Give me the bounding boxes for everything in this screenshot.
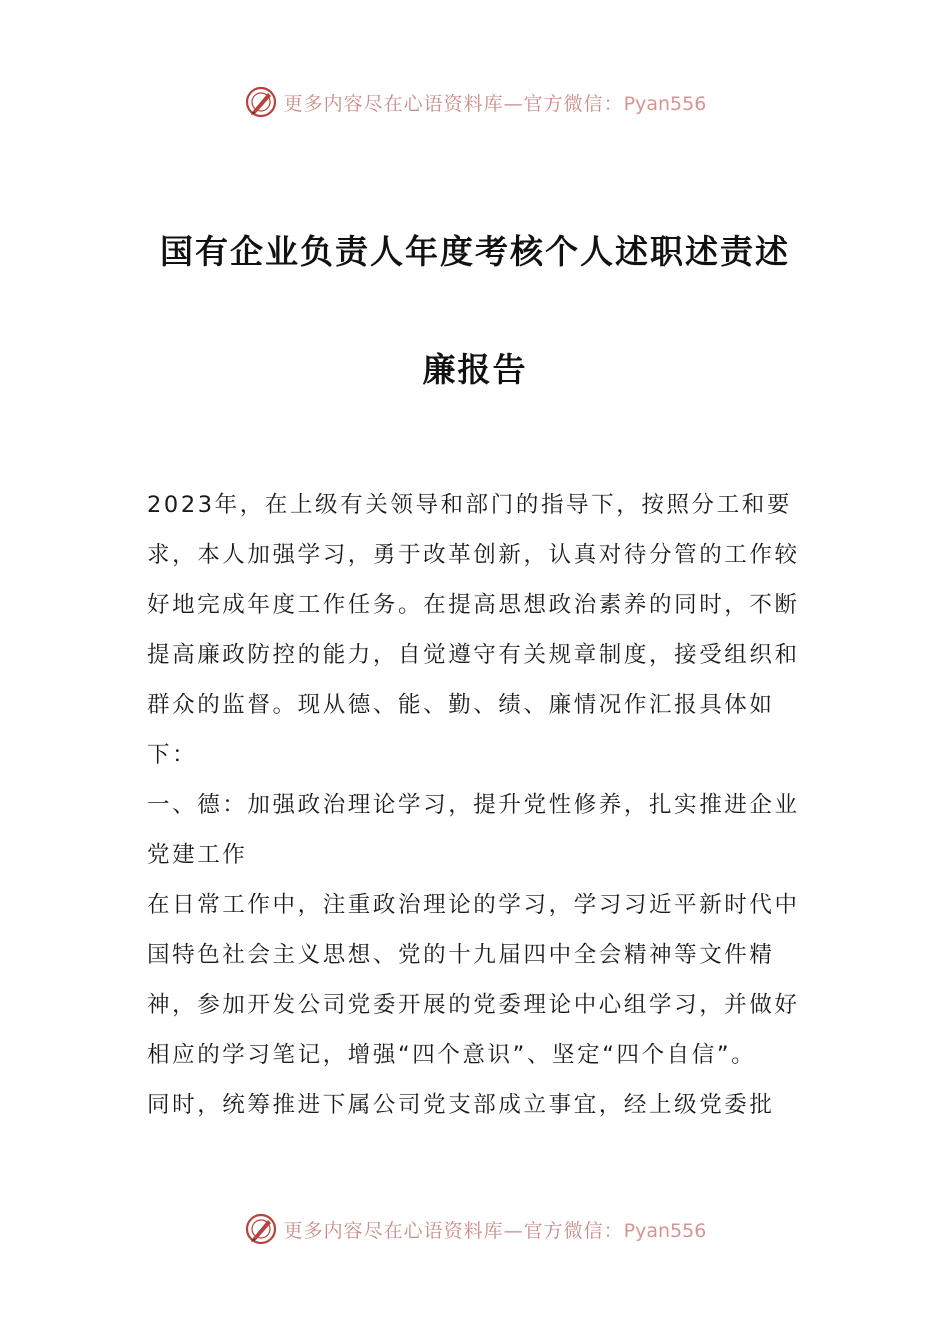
document-title-line2: 廉报告 (422, 350, 528, 389)
document-title-line1: 国有企业负责人年度考核个人述职述责述 (160, 232, 790, 271)
pen-seal-icon (244, 1212, 278, 1246)
document-body (147, 480, 807, 1130)
paragraph-party-branch: 同时，统筹推进下属公司党支部成立事宜，经上级党委批 (147, 1092, 775, 1118)
paragraph-intro: 2023年，在上级有关领导和部门的指导下，按照分工和要求，本人加强学习，勇于改革创新，认真对待分管的工作较好地完成年度工作任务。在提高思想政治素养的同时，不断提高廉政防控的能力，自觉遵守有关规章制度，接受组织和群众的监督。现从德、能、勤、绩、廉情况作汇报具体如下： (147, 492, 800, 768)
pen-seal-icon (244, 85, 278, 119)
watermark-text: 更多内容尽在心语资料库—官方微信：Pyan556 (283, 1219, 707, 1242)
header-watermark (0, 82, 950, 122)
wechat-id: Pyan556 (623, 1219, 707, 1242)
wechat-id: Pyan556 (623, 92, 707, 115)
paragraph-study: 在日常工作中，注重政治理论的学习，学习习近平新时代中国特色社会主义思想、党的十九届四中全会精神等文件精神，参加开发公司党委开展的党委理论中心组学习，并做好相应的学习笔记，增强“四个意识”、坚定“四个自信”。 (147, 892, 800, 1068)
footer-watermark (0, 1209, 950, 1249)
section-heading-de: 一、德：加强政治理论学习，提升党性修养，扎实推进企业党建工作 (147, 792, 800, 868)
watermark-text: 更多内容尽在心语资料库—官方微信：Pyan556 (283, 92, 707, 115)
